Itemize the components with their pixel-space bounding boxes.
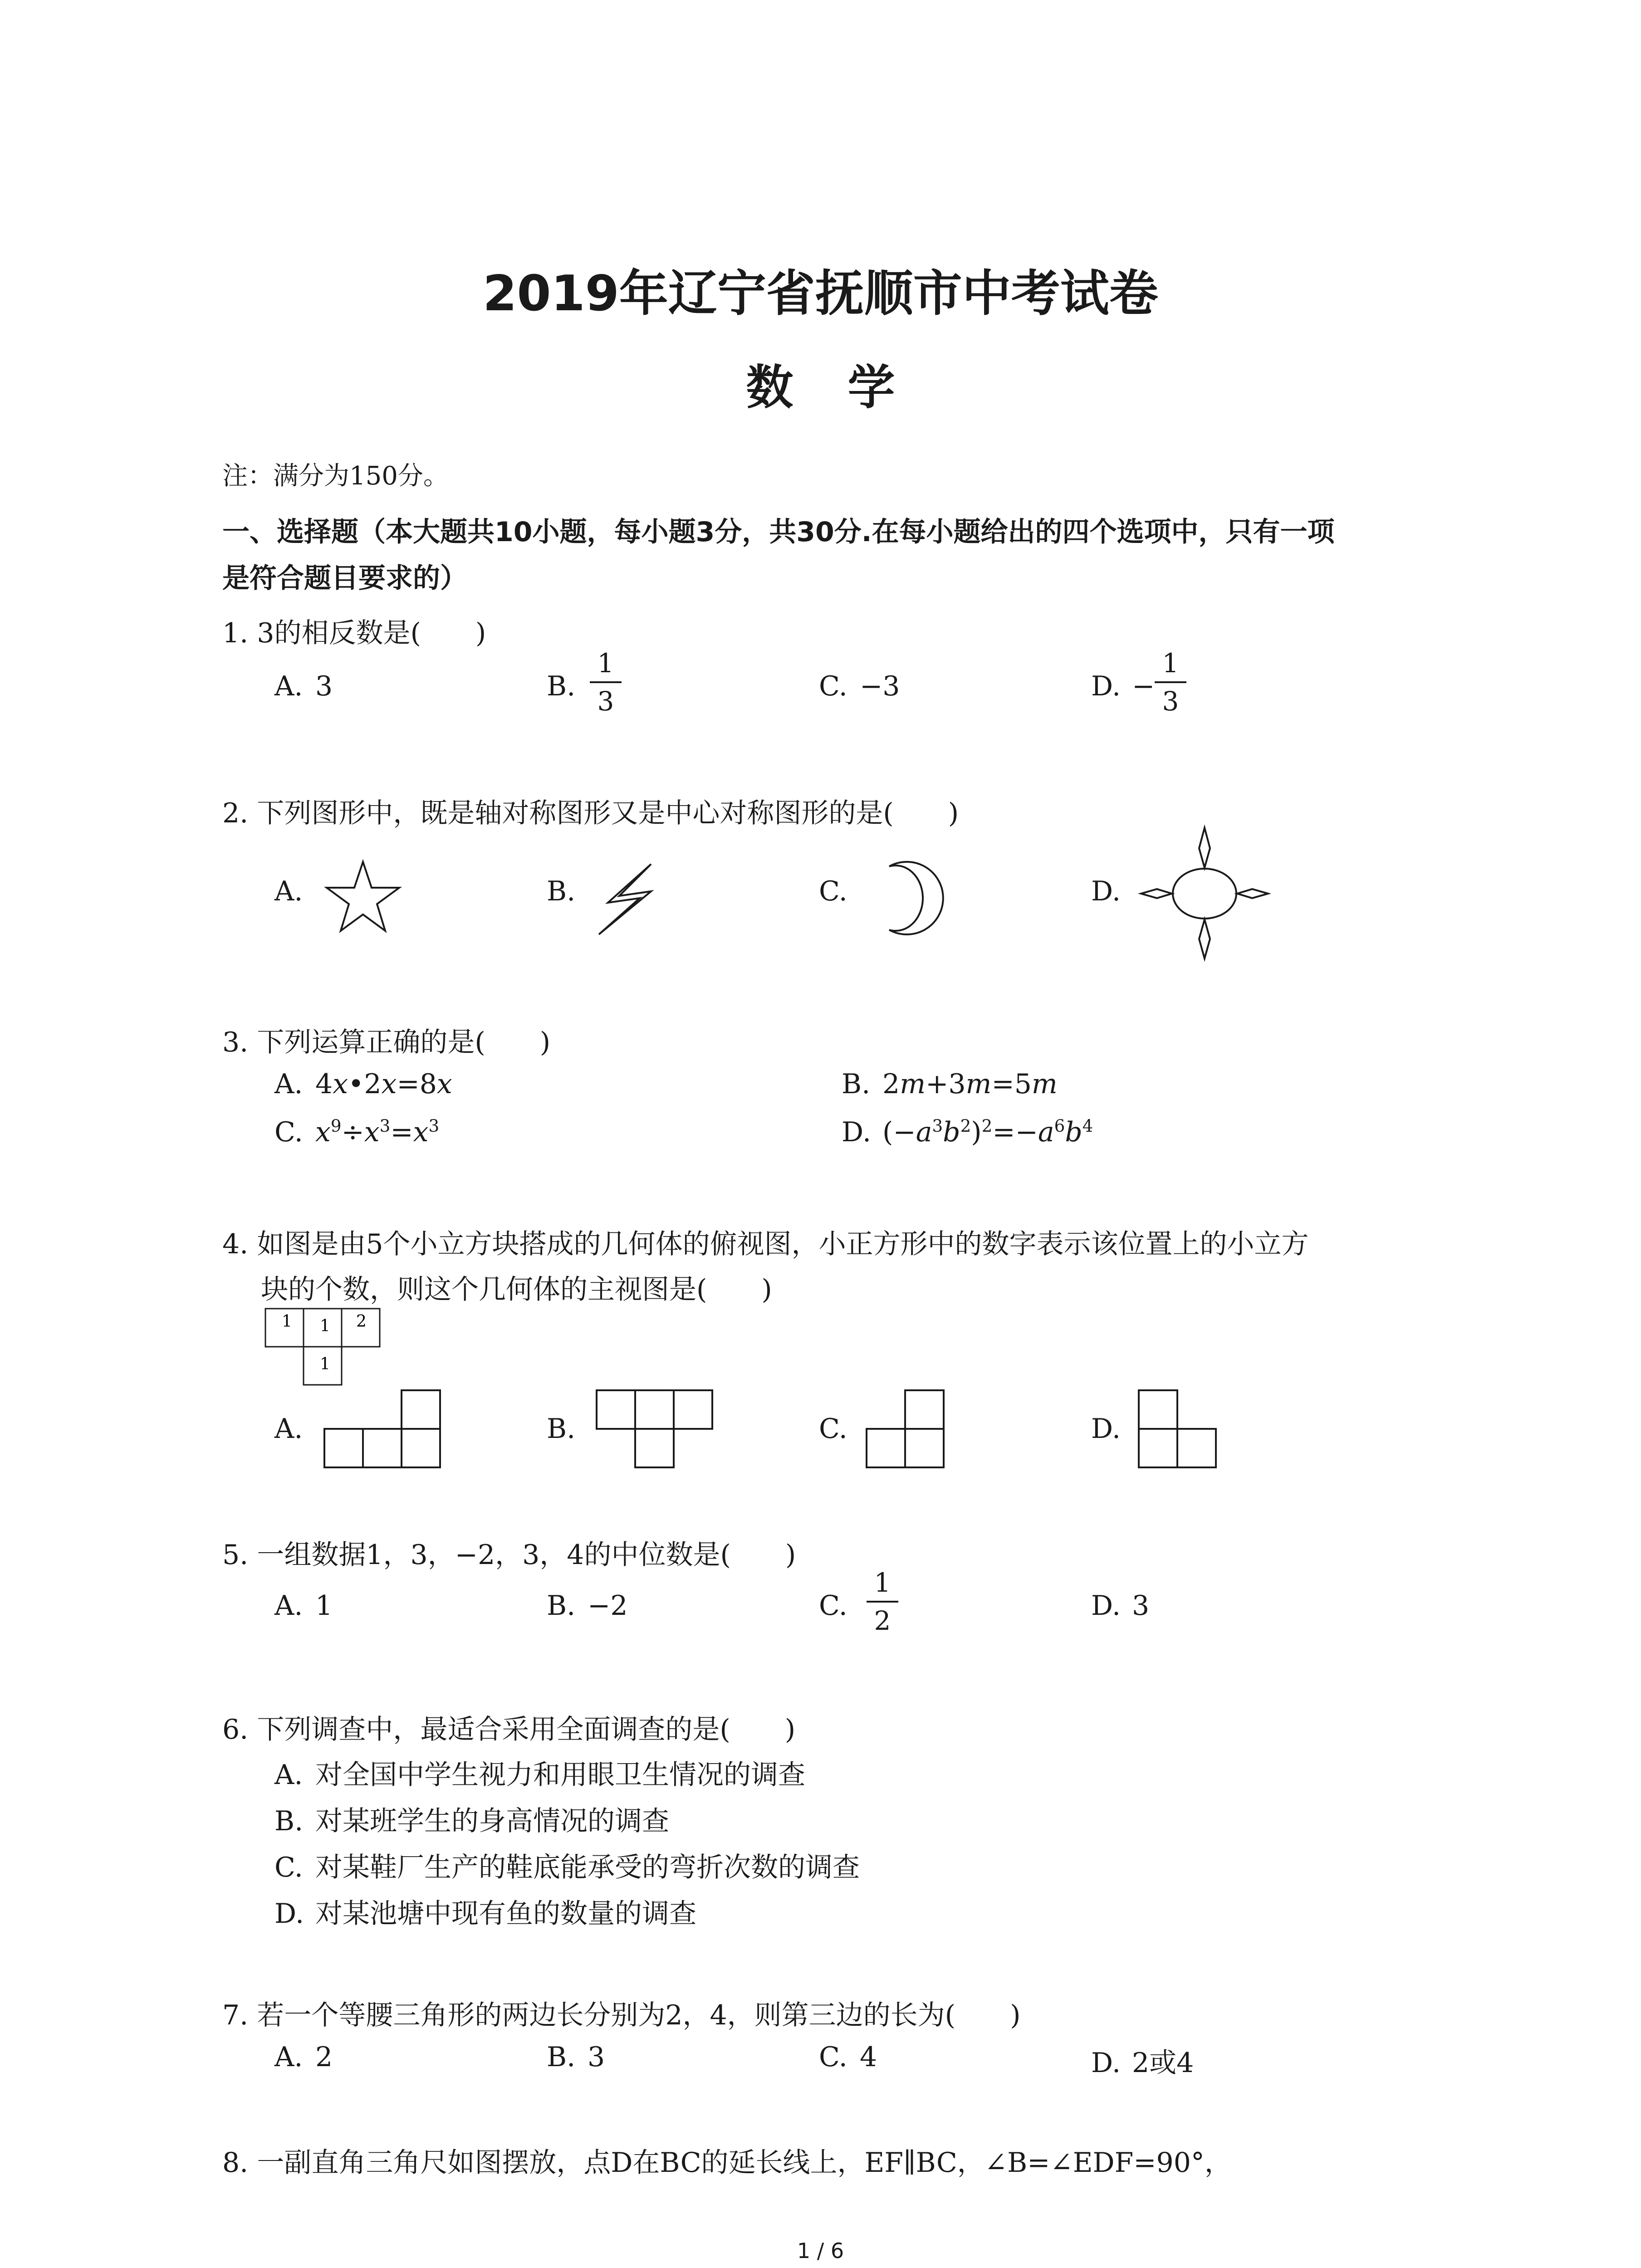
q3-option-a: A. 4x•2x=8x [274, 1068, 452, 1100]
option-value: 对某池塘中现有鱼的数量的调查 [315, 1898, 696, 1930]
fraction-bar [1155, 681, 1186, 683]
option-label: C. [819, 670, 847, 702]
option-label: A. [274, 1759, 303, 1791]
option-value: 对全国中学生视力和用眼卫生情况的调查 [315, 1759, 805, 1791]
q4-option-c-label: C. [819, 1413, 847, 1445]
q7-stem: 7. 若一个等腰三角形的两边长分别为2，4，则第三边的长为( ) [222, 1999, 1021, 2031]
option-label: D. [842, 1116, 872, 1148]
q1-option-c [819, 670, 900, 702]
option-label: A. [274, 1590, 303, 1622]
option-value: 3 [588, 2041, 605, 2073]
option-value: 2或4 [1132, 2047, 1194, 2079]
option-label: A. [274, 2041, 303, 2073]
section-heading-line1: 一、选择题（本大题共10小题，每小题3分，共30分.在每小题给出的四个选项中，只有一项 [222, 516, 1335, 548]
q1-option-a [274, 670, 333, 702]
zigzag-figure [594, 853, 667, 943]
score-note: 注：满分为150分。 [222, 461, 449, 491]
q2-option-a-label: A. [274, 875, 303, 907]
fraction-bar [590, 681, 622, 683]
q2-option-d-label: D. [1091, 875, 1121, 907]
page-number: 1 / 6 [797, 2239, 844, 2263]
option-value: 3 [315, 670, 333, 702]
option-value: 2 [315, 2041, 333, 2073]
option-value: 4 [860, 2041, 877, 2073]
fraction-bar [867, 1601, 898, 1603]
option-label: C. [819, 2041, 847, 2073]
grid-cell-2: 1 [320, 1317, 330, 1335]
q1-option-d-fraction [1155, 648, 1186, 717]
q6-option-c [274, 1846, 860, 1885]
q5-option-c-fraction [867, 1567, 898, 1636]
section-heading-line2: 是符合题目要求的） [222, 562, 467, 594]
q4-option-b-label: B. [547, 1413, 576, 1445]
top-view-grid [265, 1309, 383, 1388]
q6-option-a [274, 1753, 805, 1792]
option-label: D. [274, 1898, 304, 1930]
q4-view-d [1136, 1388, 1220, 1470]
option-label: B. [547, 1590, 576, 1622]
option-label: D. [1091, 670, 1121, 702]
option-label: D. [1091, 1590, 1121, 1622]
star-figure [318, 853, 408, 943]
denominator: 2 [874, 1605, 891, 1636]
q3-option-b: B. 2m+3m=5m [842, 1068, 1058, 1100]
denominator: 3 [597, 686, 614, 717]
q5-option-b [547, 1590, 627, 1622]
q3-option-c: C. $x^9\div x^3=x^3$ [274, 1116, 440, 1148]
q6-option-d [274, 1892, 696, 1931]
option-label: B. [842, 1068, 871, 1100]
numerator: 1 [874, 1567, 891, 1598]
option-label: A. [274, 1068, 303, 1100]
page-title: 2019年辽宁省抚顺市中考试卷 [483, 265, 1158, 322]
option-value: 3 [1132, 1590, 1150, 1622]
q8-stem: 8. 一副直角三角尺如图摆放，点D在BC的延长线上，EF∥BC，∠B=∠EDF=90°， [222, 2147, 1232, 2179]
option-label: D. [1091, 2047, 1121, 2079]
denominator: 3 [1162, 686, 1179, 717]
q4-stem-line1: 4. 如图是由5个小立方块搭成的几何体的俯视图，小正方形中的数字表示该位置上的小立方 [222, 1228, 1309, 1260]
q1-option-d-label [1091, 670, 1155, 702]
q5-stem: 5. 一组数据1，3，−2，3，4的中位数是( ) [222, 1539, 796, 1571]
q5-option-c-label: C. [819, 1590, 847, 1622]
q4-stem-line2: 块的个数，则这个几何体的主视图是( ) [261, 1274, 772, 1305]
q5-option-a [274, 1590, 333, 1622]
q7-option-d [1091, 2041, 1194, 2080]
grid-cell-3: 2 [356, 1312, 367, 1331]
option-label: C. [274, 1116, 303, 1148]
option-value: 对某班学生的身高情况的调查 [315, 1805, 669, 1837]
q4-view-c [864, 1388, 948, 1470]
option-value: −2 [588, 1590, 628, 1622]
q7-option-c [819, 2041, 877, 2073]
q2-option-b-label: B. [547, 875, 576, 907]
q2-stem: 2. 下列图形中，既是轴对称图形又是中心对称图形的是( ) [222, 797, 959, 829]
option-value: 1 [315, 1590, 333, 1622]
grid-cell-1: 1 [282, 1312, 292, 1331]
subject-title: 数学 [746, 360, 950, 415]
q4-view-b [594, 1388, 717, 1470]
crescent-figure [862, 853, 944, 943]
q1-option-b-fraction [590, 648, 622, 717]
q4-option-d-label: D. [1091, 1413, 1121, 1445]
q3-stem: 3. 下列运算正确的是( ) [222, 1026, 551, 1058]
q6-stem: 6. 下列调查中，最适合采用全面调查的是( ) [222, 1714, 796, 1745]
q7-option-a [274, 2041, 333, 2073]
option-value: 对某鞋厂生产的鞋底能承受的弯折次数的调查 [315, 1852, 860, 1883]
q4-view-a [322, 1388, 445, 1470]
option-label: A. [274, 670, 303, 702]
q7-option-b [547, 2041, 605, 2073]
q1-option-b-label: B. [547, 670, 576, 702]
numerator: 1 [1162, 648, 1179, 679]
q2-option-c-label: C. [819, 875, 847, 907]
option-label: B. [547, 2041, 576, 2073]
q5-option-d [1091, 1590, 1149, 1622]
option-label: B. [274, 1805, 304, 1837]
minus-sign: − [1132, 670, 1155, 702]
q6-option-b [274, 1799, 669, 1838]
numerator: 1 [597, 648, 614, 679]
option-value: −3 [860, 670, 900, 702]
ellipse-diamonds-figure [1136, 828, 1273, 959]
q4-option-a-label: A. [274, 1413, 303, 1445]
q3-option-d: D. $(-a^3b^2)^2=-a^6b^4$ [842, 1116, 1093, 1148]
option-label: C. [274, 1852, 303, 1883]
q1-stem: 1. 3的相反数是( ) [222, 617, 486, 649]
grid-cell-4: 1 [320, 1355, 330, 1374]
